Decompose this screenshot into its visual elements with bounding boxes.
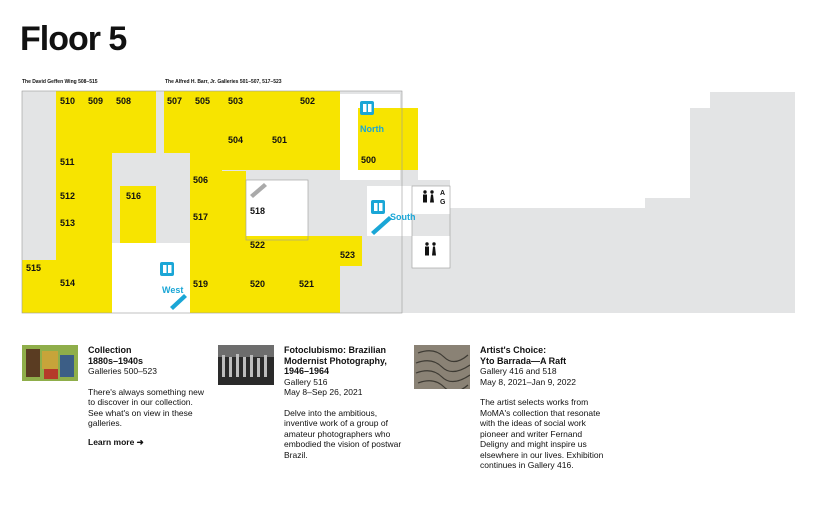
gallery-516[interactable]: 516 — [126, 191, 142, 201]
gallery-517[interactable]: 517 — [193, 212, 209, 222]
exhibition-title: Artist's Choice: Yto Barrada—A Raft — [480, 345, 567, 366]
barr-galleries-label: The Alfred H. Barr, Jr. Galleries 501–507, 517–523 — [165, 79, 282, 85]
exhibition-card-artists-choice — [414, 345, 614, 471]
gallery-504[interactable]: 504 — [228, 135, 244, 145]
gallery-522[interactable]: 522 — [250, 240, 266, 250]
learn-more-link[interactable]: Learn more ➜ — [88, 436, 144, 447]
gallery-500[interactable]: 500 — [361, 155, 377, 165]
svg-text:A: A — [440, 190, 446, 197]
svg-text:G: G — [440, 199, 446, 206]
exhibition-thumbnail — [414, 345, 470, 389]
gallery-508[interactable]: 508 — [116, 96, 132, 106]
elevator-icon — [360, 101, 374, 115]
gallery-503[interactable]: 503 — [228, 96, 244, 106]
exhibition-meta: Galleries 500–523 — [88, 366, 157, 376]
exhibition-title: Collection 1880s–1940s — [88, 345, 144, 366]
gallery-501[interactable]: 501 — [272, 135, 288, 145]
gallery-518[interactable]: 518 — [250, 206, 266, 216]
exhibition-card-collection — [22, 345, 212, 447]
gallery-511[interactable]: 511 — [60, 157, 75, 167]
elevator-icon — [371, 200, 385, 214]
gallery-523[interactable]: 523 — [340, 250, 356, 260]
exhibition-meta: Gallery 416 and 518 May 8, 2021–Jan 9, 2022 — [480, 366, 576, 387]
gallery-513[interactable]: 513 — [60, 218, 76, 228]
exhibition-card-fotoclubismo — [218, 345, 408, 460]
gallery-521[interactable]: 521 — [299, 279, 315, 289]
gallery-506[interactable]: 506 — [193, 175, 209, 185]
geffen-wing-label: The David Geffen Wing 508–515 — [22, 79, 98, 85]
gallery-514[interactable]: 514 — [60, 278, 76, 288]
south-label: South — [390, 212, 416, 222]
gallery-505[interactable]: 505 — [195, 96, 211, 106]
exhibition-title: Fotoclubismo: Brazilian Modernist Photography, 1946–1964 — [284, 345, 387, 376]
exhibition-description: Delve into the ambitious, inventive work of a group of amateur photographers who embodied the vision of postwar Brazil. — [284, 407, 402, 460]
exhibition-thumbnail — [218, 345, 274, 385]
exhibition-thumbnail — [22, 345, 78, 381]
exhibition-meta: Gallery 516 May 8–Sep 26, 2021 — [284, 376, 363, 397]
exhibition-description: There's always something new to discover in our collection. See what's on view in these galleries. — [88, 386, 204, 428]
gallery-509[interactable]: 509 — [88, 96, 104, 106]
north-label: North — [360, 124, 384, 134]
exhibition-description: The artist selects works from MoMA's collection that resonate with the ideas of social work pioneer and writer Fernand Deligny and might inspire us elsewhere in our lives. Exhibition continues in Gallery 416. — [480, 397, 604, 470]
gallery-502[interactable]: 502 — [300, 96, 316, 106]
page-title: Floor 5 — [20, 20, 127, 58]
gallery-515[interactable]: 515 — [26, 263, 42, 273]
elevator-icon — [160, 262, 174, 276]
gallery-512[interactable]: 512 — [60, 191, 76, 201]
gallery-519[interactable]: 519 — [193, 279, 209, 289]
west-label: West — [162, 285, 184, 295]
gallery-507[interactable]: 507 — [167, 96, 183, 106]
gallery-510[interactable]: 510 — [60, 96, 76, 106]
gallery-520[interactable]: 520 — [250, 279, 266, 289]
